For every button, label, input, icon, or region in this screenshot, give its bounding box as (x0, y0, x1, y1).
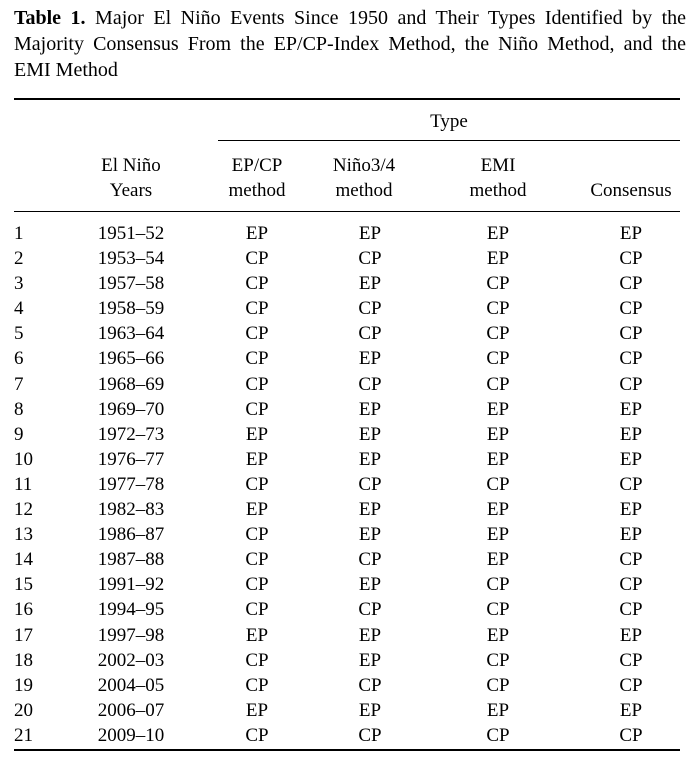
cell-years: 2009–10 (97, 724, 165, 746)
cell-emi-type: EP (486, 499, 510, 521)
row-number: 18 (14, 649, 33, 671)
header-nino-method (316, 153, 412, 203)
cell-nino-type: CP (358, 473, 382, 495)
cell-emi-type: CP (486, 273, 510, 295)
cell-emi-type: EP (486, 549, 510, 571)
cell-emi-type: CP (486, 724, 510, 746)
cell-years: 1976–77 (97, 448, 165, 470)
row-number: 17 (14, 624, 33, 646)
header-emi-line2: method (469, 180, 527, 201)
header-epcp-line1: EP/CP (231, 155, 283, 176)
cell-epcp-type: CP (245, 674, 269, 696)
cell-years: 1953–54 (97, 248, 165, 270)
cell-years: 1965–66 (97, 348, 165, 370)
cell-emi-type: CP (486, 674, 510, 696)
cell-consensus-type: CP (619, 574, 643, 596)
row-number: 12 (14, 499, 33, 521)
caption-text: Major El Niño Events Since 1950 and Their Types Identified by the Majority Consensus From the EP/CP-Index Method, the Niño Method, and the EMI Method (14, 7, 686, 81)
cell-epcp-type: EP (245, 624, 269, 646)
table-row (14, 597, 680, 622)
cell-nino-type: CP (358, 724, 382, 746)
header-years (66, 153, 196, 203)
cell-epcp-type: CP (245, 574, 269, 596)
cell-consensus-type: CP (619, 248, 643, 270)
cell-consensus-type: CP (619, 599, 643, 621)
cell-nino-type: CP (358, 298, 382, 320)
row-number: 14 (14, 549, 33, 571)
cell-nino-type: CP (358, 674, 382, 696)
cell-emi-type: EP (486, 398, 510, 420)
cell-nino-type: CP (358, 549, 382, 571)
cell-years: 2006–07 (97, 699, 165, 721)
row-number: 7 (14, 373, 24, 395)
cell-nino-type: EP (358, 423, 382, 445)
table-row (14, 447, 680, 472)
cell-epcp-type: CP (245, 373, 269, 395)
table-row (14, 572, 680, 597)
row-number: 2 (14, 248, 24, 270)
cell-nino-type: EP (358, 348, 382, 370)
header-epcp-method (213, 153, 301, 203)
cell-consensus-type: EP (619, 499, 643, 521)
table-row (14, 623, 680, 648)
table-row (14, 522, 680, 547)
cell-consensus-type: CP (619, 473, 643, 495)
cell-nino-type: CP (358, 599, 382, 621)
table-row (14, 698, 680, 723)
table-row (14, 296, 680, 321)
cell-epcp-type: CP (245, 724, 269, 746)
cell-emi-type: EP (486, 248, 510, 270)
cell-epcp-type: CP (245, 524, 269, 546)
cell-nino-type: CP (358, 248, 382, 270)
row-number: 6 (14, 348, 24, 370)
cell-emi-type: EP (486, 223, 510, 244)
cell-nino-type: EP (358, 649, 382, 671)
cell-years: 1963–64 (97, 323, 165, 345)
type-span-rule (218, 140, 680, 141)
table-caption (14, 5, 686, 83)
cell-years: 1958–59 (97, 298, 165, 320)
cell-consensus-type: CP (619, 323, 643, 345)
cell-years: 1982–83 (97, 499, 165, 521)
cell-epcp-type: CP (245, 348, 269, 370)
cell-epcp-type: EP (245, 223, 269, 244)
row-number: 15 (14, 574, 33, 596)
cell-epcp-type: CP (245, 248, 269, 270)
cell-consensus-type: CP (619, 724, 643, 746)
table-body (14, 221, 680, 748)
cell-consensus-type: EP (619, 699, 643, 721)
cell-consensus-type: CP (619, 674, 643, 696)
header-emi-line1: EMI (480, 155, 516, 176)
row-number: 5 (14, 323, 24, 345)
cell-consensus-type: CP (619, 348, 643, 370)
cell-epcp-type: CP (245, 323, 269, 345)
row-number: 21 (14, 724, 33, 746)
cell-emi-type: CP (486, 574, 510, 596)
table-row (14, 497, 680, 522)
header-epcp-line2: method (228, 180, 286, 201)
row-number: 11 (14, 473, 33, 495)
cell-consensus-type: EP (619, 448, 643, 470)
table-row (14, 422, 680, 447)
cell-nino-type: EP (358, 574, 382, 596)
cell-epcp-type: CP (245, 398, 269, 420)
cell-epcp-type: CP (245, 273, 269, 295)
cell-consensus-type: CP (619, 649, 643, 671)
cell-nino-type: EP (358, 699, 382, 721)
cell-consensus-type: CP (619, 549, 643, 571)
cell-emi-type: EP (486, 448, 510, 470)
cell-epcp-type: EP (245, 499, 269, 521)
cell-years: 1951–52 (97, 223, 165, 244)
table-row (14, 321, 680, 346)
cell-consensus-type: EP (619, 524, 643, 546)
cell-nino-type: CP (358, 373, 382, 395)
cell-years: 1972–73 (97, 423, 165, 445)
cell-years: 2002–03 (97, 649, 165, 671)
header-years-line1: El Niño (101, 155, 161, 176)
table-row (14, 271, 680, 296)
cell-epcp-type: CP (245, 649, 269, 671)
cell-years: 1957–58 (97, 273, 165, 295)
row-number: 8 (14, 398, 24, 420)
cell-epcp-type: EP (245, 699, 269, 721)
cell-nino-type: CP (358, 323, 382, 345)
cell-emi-type: EP (486, 524, 510, 546)
header-consensus: Consensus (590, 180, 672, 201)
cell-nino-type: EP (358, 223, 382, 244)
cell-emi-type: CP (486, 323, 510, 345)
row-number: 10 (14, 448, 33, 470)
cell-epcp-type: EP (245, 448, 269, 470)
header-type: Type (430, 111, 468, 132)
cell-nino-type: EP (358, 499, 382, 521)
cell-emi-type: CP (486, 599, 510, 621)
cell-emi-type: CP (486, 298, 510, 320)
cell-epcp-type: CP (245, 599, 269, 621)
cell-epcp-type: CP (245, 549, 269, 571)
cell-years: 1968–69 (97, 373, 165, 395)
row-number: 13 (14, 524, 33, 546)
row-number: 9 (14, 423, 24, 445)
table-row (14, 397, 680, 422)
row-number: 3 (14, 273, 24, 295)
header-emi-method (454, 153, 542, 203)
bottom-rule (14, 749, 680, 751)
header-nino-line1: Niño3/4 (332, 155, 396, 176)
cell-emi-type: CP (486, 473, 510, 495)
row-number: 16 (14, 599, 33, 621)
row-number: 4 (14, 298, 24, 320)
cell-nino-type: EP (358, 624, 382, 646)
table-row (14, 648, 680, 673)
cell-emi-type: EP (486, 624, 510, 646)
header-years-line2: Years (109, 180, 153, 201)
cell-emi-type: EP (486, 699, 510, 721)
cell-consensus-type: CP (619, 298, 643, 320)
table-row (14, 673, 680, 698)
header-nino-line2: method (335, 180, 393, 201)
cell-nino-type: EP (358, 524, 382, 546)
cell-years: 2004–05 (97, 674, 165, 696)
cell-nino-type: EP (358, 398, 382, 420)
table-row (14, 723, 680, 748)
cell-consensus-type: CP (619, 273, 643, 295)
cell-consensus-type: CP (619, 373, 643, 395)
cell-emi-type: CP (486, 348, 510, 370)
cell-epcp-type: CP (245, 473, 269, 495)
cell-consensus-type: EP (619, 423, 643, 445)
cell-epcp-type: CP (245, 298, 269, 320)
cell-years: 1987–88 (97, 549, 165, 571)
cell-years: 1991–92 (97, 574, 165, 596)
cell-years: 1969–70 (97, 398, 165, 420)
cell-years: 1994–95 (97, 599, 165, 621)
cell-nino-type: EP (358, 273, 382, 295)
cell-years: 1977–78 (97, 473, 165, 495)
table-row (14, 246, 680, 271)
table-row (14, 472, 680, 497)
cell-emi-type: EP (486, 423, 510, 445)
cell-epcp-type: EP (245, 423, 269, 445)
header-rule (14, 211, 680, 212)
top-rule (14, 98, 680, 100)
cell-consensus-type: EP (619, 398, 643, 420)
table-row (14, 221, 680, 246)
cell-emi-type: CP (486, 373, 510, 395)
cell-years: 1997–98 (97, 624, 165, 646)
cell-consensus-type: EP (619, 624, 643, 646)
table-row (14, 547, 680, 572)
table-row (14, 372, 680, 397)
table-label: Table 1. (14, 7, 86, 29)
row-number: 19 (14, 674, 33, 696)
table-row (14, 346, 680, 371)
cell-emi-type: CP (486, 649, 510, 671)
row-number: 20 (14, 699, 33, 721)
cell-years: 1986–87 (97, 524, 165, 546)
row-number: 1 (14, 223, 24, 244)
cell-nino-type: EP (358, 448, 382, 470)
cell-consensus-type: EP (619, 223, 643, 244)
